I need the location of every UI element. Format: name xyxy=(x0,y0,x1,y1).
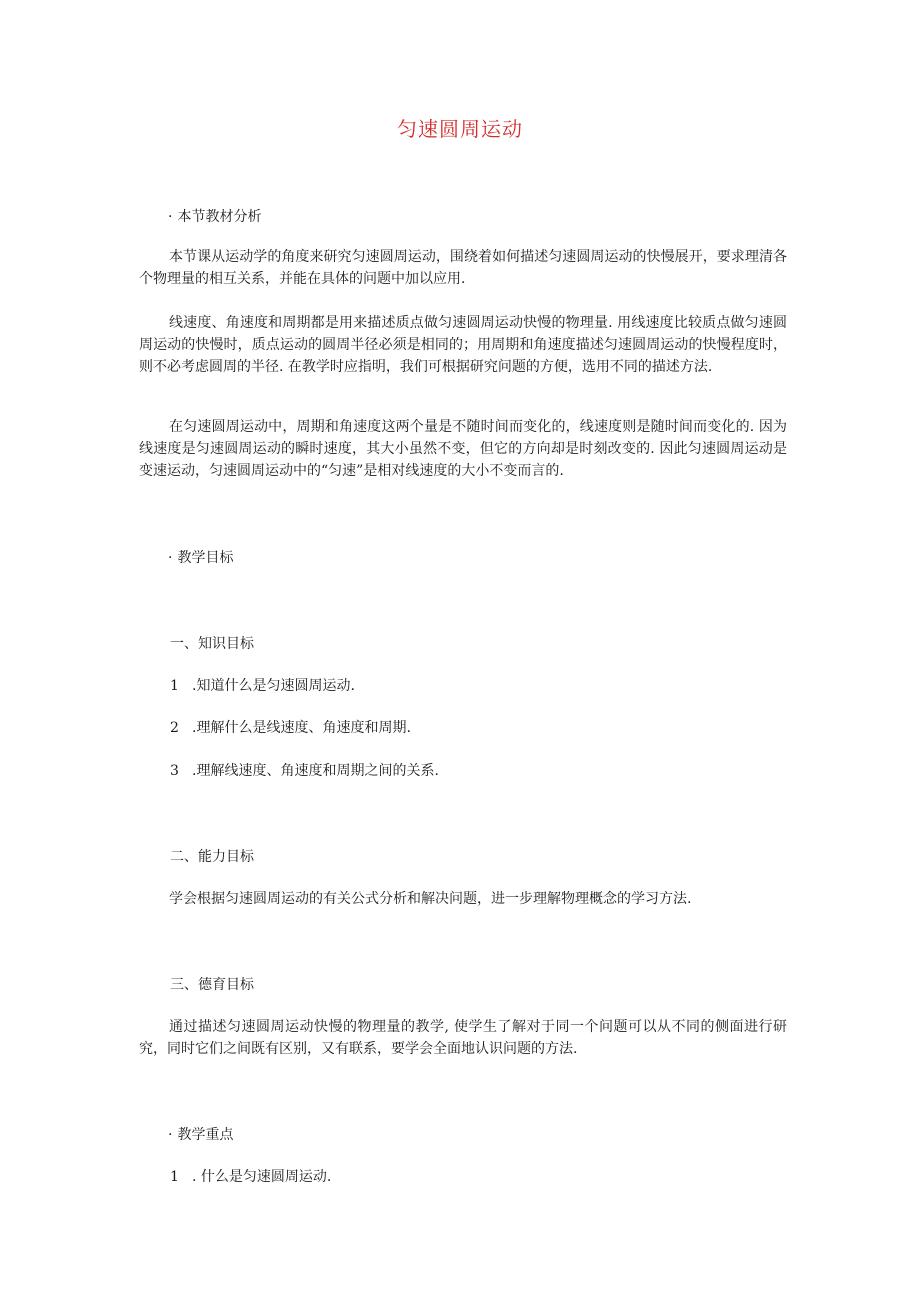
knowledge-goals-heading: 一、知识目标 xyxy=(170,636,254,652)
item-text: .理解什么是线速度、角速度和周期. xyxy=(192,720,411,736)
item-number: 1 xyxy=(170,678,179,694)
item-number: 3 xyxy=(170,763,179,779)
moral-goals-text: 通过描述匀速圆周运动快慢的物理量的教学, 使学生了解对于同一个问题可以从不同的侧面进行研究，同时它们之间既有区别，又有联系，要学会全面地认识问题的方法. xyxy=(139,1019,787,1057)
ability-goals-heading: 二、能力目标 xyxy=(170,849,254,865)
section-heading-key-points xyxy=(168,1124,233,1146)
key-point-item xyxy=(170,1166,331,1188)
section-heading-label: 教学重点 xyxy=(177,1127,234,1143)
bullet-dot: · xyxy=(168,1127,173,1143)
item-number: 2 xyxy=(170,720,179,736)
section-heading-analysis xyxy=(168,206,261,228)
item-text: . 什么是匀速圆周运动. xyxy=(192,1169,332,1185)
bullet-dot: · xyxy=(168,550,173,566)
section-heading-label: 本节教材分析 xyxy=(177,209,262,225)
analysis-paragraph-2: 线速度、角速度和周期都是用来描述质点做匀速圆周运动快慢的物理量. 用线速度比较质点做匀速圆周运动的快慢时，质点运动的圆周半径必须是相同的；用周期和角速度描述匀速圆周运动的快慢程度时，则不必考虑圆周的半径. 在教学时应指明，我们可根据研究问题的方便，选用不同的描述方法. xyxy=(139,315,787,375)
bullet-dot: · xyxy=(168,209,173,225)
item-text: .知道什么是匀速圆周运动. xyxy=(192,678,355,694)
ability-goals-text: 学会根据匀速圆周运动的有关公式分析和解决问题，进一步理解物理概念的学习方法. xyxy=(169,891,692,907)
section-heading-label: 教学目标 xyxy=(177,550,234,566)
section-heading-goals xyxy=(168,547,233,569)
item-text: .理解线速度、角速度和周期之间的关系. xyxy=(192,763,439,779)
moral-goals-heading: 三、德育目标 xyxy=(170,977,254,993)
knowledge-goal-item xyxy=(170,675,355,697)
knowledge-goal-item xyxy=(170,760,439,782)
analysis-paragraph-1: 本节课从运动学的角度来研究匀速圆周运动，围绕着如何描述匀速圆周运动的快慢展开，要求理清各个物理量的相互关系，并能在具体的问题中加以应用. xyxy=(139,249,787,287)
knowledge-goal-item xyxy=(170,717,411,739)
analysis-paragraph-3: 在匀速圆周运动中，周期和角速度这两个量是不随时间而变化的，线速度则是随时间而变化的. 因为线速度是匀速圆周运动的瞬时速度，其大小虽然不变，但它的方向却是时刻改变的. 因此匀速圆周运动是变速运动，匀速圆周运动中的“匀速”是相对线速度的大小不变而言的. xyxy=(139,419,787,479)
item-number: 1 xyxy=(170,1169,179,1185)
document-title: 匀速圆周运动 xyxy=(397,117,523,141)
